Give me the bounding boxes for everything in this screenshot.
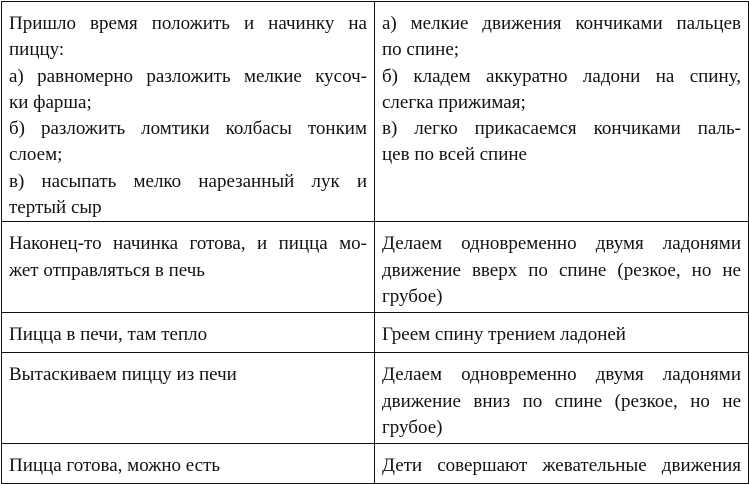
table-row	[2, 353, 749, 444]
cell-text-line: б) разложить ломтики колбасы тонким	[9, 118, 367, 140]
table-row	[2, 2, 749, 222]
cell-text-line: а) мелкие движения кончиками пальцев	[382, 13, 741, 34]
table-row	[2, 444, 749, 484]
cell-text-line: Делаем одновременно двумя ладонями	[382, 364, 741, 386]
cell-pizza-step	[2, 313, 375, 353]
cell-text-line: слоем;	[9, 144, 63, 166]
cell-text-line: движение вверх по спине (резкое, но не	[382, 259, 741, 281]
cell-text-line: б) кладем аккуратно ладони на спину,	[382, 65, 741, 87]
cell-text-line: Дети совершают жевательные движения	[382, 455, 741, 477]
cell-text-line: в) насыпать мелко нарезанный лук и	[9, 170, 367, 192]
table-row	[2, 313, 749, 353]
cell-text-line: Греем спину трением ладоней	[382, 324, 626, 346]
cell-text-line: пиццу:	[9, 39, 65, 61]
cell-text-line: грубое)	[382, 285, 443, 307]
cell-text-line: грубое)	[382, 416, 443, 438]
cell-text-line: в) легко прикасаемся кончиками паль-	[382, 118, 741, 140]
cell-text-line: ки фарша;	[9, 91, 92, 113]
cell-massage-action	[375, 2, 749, 222]
cell-text-line: а) равномерно разложить мелкие кусоч-	[9, 65, 367, 87]
table-row	[2, 222, 749, 313]
cell-pizza-step	[2, 2, 375, 222]
cell-massage-action	[375, 222, 749, 313]
cell-text-line: Делаем одновременно двумя ладонями	[382, 233, 741, 255]
cell-pizza-step	[2, 222, 375, 313]
cell-pizza-step	[2, 444, 375, 484]
cell-text-line: Наконец-то начинка готова, и пицца мо-	[9, 233, 367, 255]
cell-massage-action	[375, 444, 749, 484]
cell-text-line: движение вниз по спине (резкое, но не	[382, 390, 741, 412]
cell-text-line: Вытаскиваем пиццу из печи	[9, 364, 237, 386]
game-instructions-table	[1, 1, 749, 484]
cell-text-line: цев по всей спине	[382, 144, 527, 166]
cell-massage-action	[375, 313, 749, 353]
cell-text-line: по спине;	[382, 39, 460, 61]
cell-text-line: жет отправляться в печь	[9, 259, 205, 281]
cell-text-line: Пицца готова, можно есть	[9, 455, 221, 477]
cell-text-line: Пицца в печи, там тепло	[9, 324, 208, 346]
cell-massage-action	[375, 353, 749, 444]
cell-text-line: слегка прижимая;	[382, 91, 526, 113]
cell-text-line: тертый сыр	[9, 197, 102, 219]
cell-text-line: Пришло время положить и начинку на	[9, 13, 367, 34]
cell-pizza-step	[2, 353, 375, 444]
